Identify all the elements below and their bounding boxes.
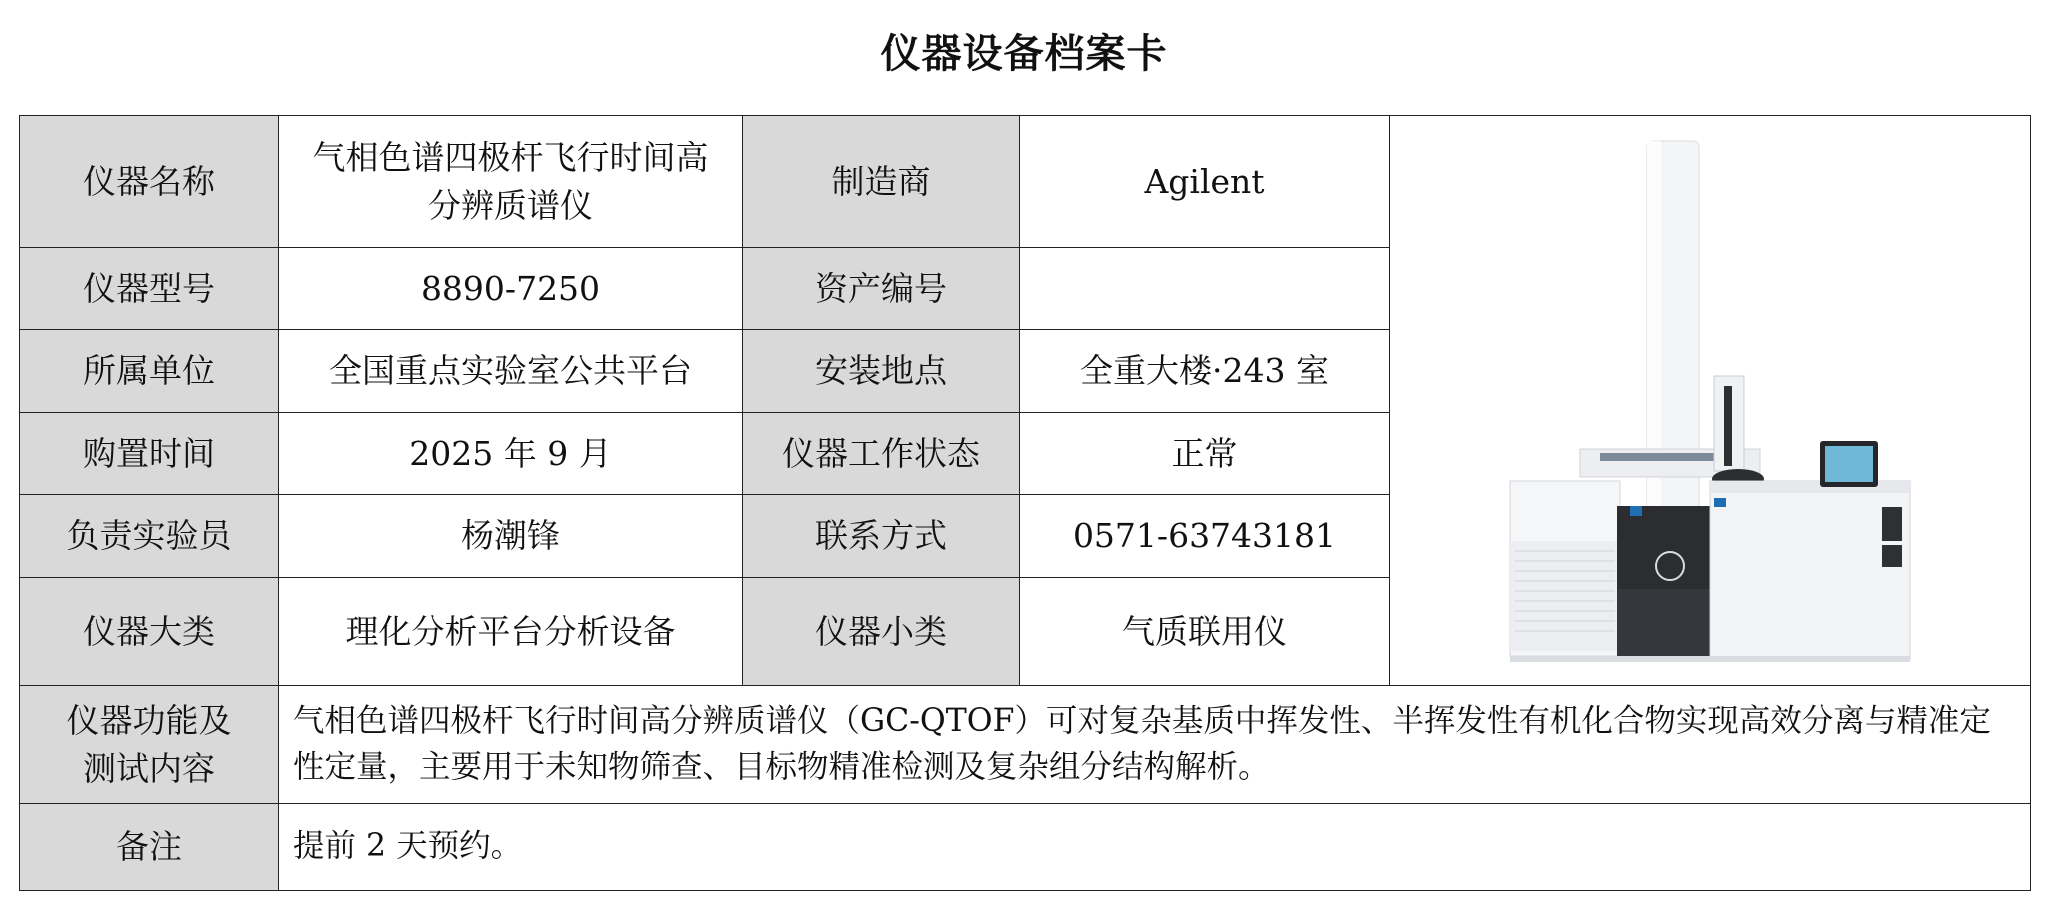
function-text: 气相色谱四极杆飞行时间高分辨质谱仪（GC-QTOF）可对复杂基质中挥发性、半挥发性有机化合物实现高效分离与精准定性定量，主要用于未知物筛查、目标物精准检测及复杂组分结构解析。 (279, 686, 2031, 804)
table-row (20, 804, 2031, 891)
category-label: 仪器大类 (20, 578, 279, 686)
instrument-name-value: 气相色谱四极杆飞行时间高分辨质谱仪 (279, 116, 743, 248)
location-value: 全重大楼·243 室 (1020, 330, 1390, 413)
purchase-date-value: 2025 年 9 月 (279, 413, 743, 495)
working-status-value: 正常 (1020, 413, 1390, 495)
manufacturer-label: 制造商 (743, 116, 1020, 248)
instrument-photo-cell (1390, 116, 2031, 686)
department-label: 所属单位 (20, 330, 279, 413)
model-label: 仪器型号 (20, 248, 279, 330)
purchase-date-label: 购置时间 (20, 413, 279, 495)
category-value: 理化分析平台分析设备 (279, 578, 743, 686)
working-status-label: 仪器工作状态 (743, 413, 1020, 495)
subcategory-value: 气质联用仪 (1020, 578, 1390, 686)
remarks-text: 提前 2 天预约。 (279, 804, 2031, 891)
card-title: 仪器设备档案卡 (880, 31, 1168, 77)
subcategory-label: 仪器小类 (743, 578, 1020, 686)
instrument-photo (1500, 131, 1920, 671)
location-label: 安装地点 (743, 330, 1020, 413)
asset-number-label: 资产编号 (743, 248, 1020, 330)
manufacturer-value: Agilent (1020, 116, 1390, 248)
responsible-person-value: 杨潮锋 (279, 495, 743, 578)
table-row (20, 116, 2031, 248)
responsible-person-label: 负责实验员 (20, 495, 279, 578)
instrument-name-label: 仪器名称 (20, 116, 279, 248)
model-value: 8890-7250 (279, 248, 743, 330)
contact-value: 0571-63743181 (1020, 495, 1390, 578)
remarks-label: 备注 (20, 804, 279, 891)
department-value: 全国重点实验室公共平台 (279, 330, 743, 413)
function-label: 仪器功能及测试内容 (20, 686, 279, 804)
asset-number-value (1020, 248, 1390, 330)
contact-label: 联系方式 (743, 495, 1020, 578)
table-row (20, 686, 2031, 804)
equipment-card-table (19, 115, 2031, 891)
